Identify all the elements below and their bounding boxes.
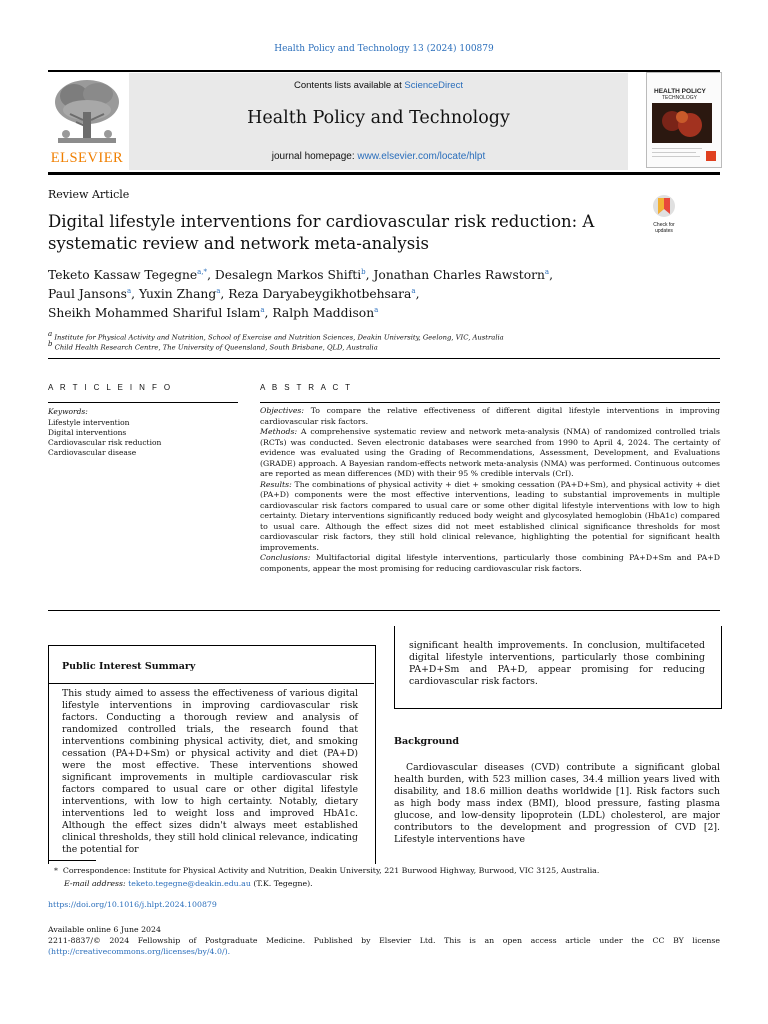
author-separator: , [220, 287, 229, 301]
author-affiliation-mark[interactable]: a [260, 305, 265, 314]
elsevier-tree-logo [52, 76, 122, 148]
abstract-rule [260, 402, 720, 403]
author-name[interactable]: Yuxin Zhang [138, 287, 217, 301]
author-affiliation-mark[interactable]: a [374, 305, 379, 314]
background-heading: Background [394, 736, 459, 747]
background-text: Cardiovascular diseases (CVD) contribute a significant global health burden, with 523 million cases, 34.4 million years lived with disability, and 18.6 million deaths worldwide [1]. Risk factors such as high body mass index (BMI), blood pressure, fasting plasma glucose, and low-density lipoprotein (LDL) cholesterol, are major contributors to the development and progression of CVD [2]. Lifestyle interventions have [394, 762, 720, 845]
journal-homepage-line [129, 151, 628, 162]
author-affiliation-mark[interactable]: a [126, 286, 132, 295]
correspondence-mark: * [54, 866, 58, 875]
public-interest-text: This study aimed to assess the effectiveness of various digital lifestyle interventions in improving cardiovascular risk factors. Conducting a thorough review and analysis of randomized controlled trials, the research found that interventions combining physical activity, diet, and smoking cessation (PA+D+Sm) or physical activity and diet (PA+D) were the most effective. These interventions showed significant improvements in multiple cardiovascular risk factors compared to usual care or other digital lifestyle interventions, with low to high certainty. Notably, dietary interventions led to weight loss and improved HbA1c. Although the effect sizes didn't always meet established clinical thresholds, they still hold clinical relevance, indicating the potential for [62, 688, 358, 855]
article-info-heading: A R T I C L E I N F O [48, 383, 173, 392]
sciencedirect-link[interactable]: ScienceDirect [404, 80, 463, 91]
affiliation-b-text: Child Health Research Centre, The University of Queensland, South Brisbane, QLD, Australia [54, 343, 378, 352]
abstract-body [260, 406, 720, 574]
objectives-text: To compare the relative effectiveness of different digital lifestyle interventions in improving cardiovascular risk factors. [260, 406, 720, 426]
cover-text-line [652, 148, 702, 149]
author-line-3 [48, 304, 648, 323]
footnote-rule [48, 860, 96, 861]
author-separator: , [415, 287, 420, 301]
results-label: Results: [260, 479, 292, 489]
contents-available-line [129, 80, 628, 91]
public-interest-continued-text: significant health improvements. In conclusion, multifaceted digital lifestyle interventions, particularly those combining PA+D+Sm and PA+D, appear promising for reducing cardiovascular risk factors. [409, 640, 705, 687]
author-separator: , [549, 268, 554, 282]
affiliation-b [48, 340, 378, 351]
author-separator: , [131, 287, 139, 301]
cover-title-line2: TECHNOLOGY [662, 95, 698, 101]
affiliation-rule [48, 358, 720, 359]
author-name[interactable]: Teketo Kassaw Tegegne [48, 268, 198, 282]
correspondence-text: Correspondence: Institute for Physical Activity and Nutrition, Deakin University, 221 Burwood Highway, Burwood, VIC 3125, Australia. [62, 866, 600, 875]
author-affiliation-mark[interactable]: a,* [197, 267, 208, 276]
abstract-methods [260, 427, 720, 480]
copyright-notice [48, 936, 720, 957]
header-bottom-rule [48, 172, 720, 175]
check-for-updates-badge[interactable] [645, 194, 683, 234]
keyword-item: Digital interventions [48, 428, 127, 437]
author-list [48, 266, 648, 323]
author-name[interactable]: Desalegn Markos Shifti [214, 268, 362, 282]
running-header[interactable]: Health Policy and Technology 13 (2024) 100879 [274, 44, 494, 54]
doi-link[interactable]: https://doi.org/10.1016/j.hlpt.2024.100879 [48, 900, 217, 909]
keywords-list [48, 418, 161, 458]
objectives-label: Objectives: [260, 406, 305, 415]
author-affiliation-mark[interactable]: a [216, 286, 221, 295]
abstract-bottom-rule [48, 610, 720, 611]
public-interest-title-rule [48, 683, 374, 684]
elsevier-wordmark: ELSEVIER [50, 150, 124, 166]
author-name[interactable]: Ralph Maddison [272, 306, 375, 320]
author-name[interactable]: Paul Jansons [48, 287, 127, 301]
keywords-label: Keywords: [48, 407, 88, 416]
email-link[interactable]: teketo.tegegne@deakin.edu.au [128, 879, 251, 888]
author-name[interactable]: Jonathan Charles Rawstorn [373, 268, 545, 282]
header-top-rule [48, 70, 720, 72]
author-name[interactable]: Sheikh Mohammed Shariful Islam [48, 306, 261, 320]
cover-title-line1: HEALTH POLICY [654, 88, 706, 95]
email-suffix: (T.K. Tegegne). [250, 879, 313, 888]
journal-homepage-link[interactable]: www.elsevier.com/locate/hlpt [357, 151, 486, 162]
keyword-item: Lifestyle intervention [48, 418, 130, 427]
results-text: The combinations of physical activity + diet + smoking cessation (PA+D+Sm), and physical activity + diet (PA+D) components were the most effective interventions, leading to substantial improvements in multiple cardiovascular risk factors compared to usual care or some other digital lifestyle interventions with low to high certainty. Dietary interventions significantly reduced body weight and glycosylated hemoglobin (HbA1c) compared to usual care. Although the effect sizes did not meet established clinical significance thresholds for most cardiovascular risk factors, they still hold clinical relevance, highlighting the potential for significant health improvements. [260, 479, 720, 552]
keyword-item: Cardiovascular disease [48, 448, 137, 457]
journal-title: Health Policy and Technology [247, 108, 510, 128]
available-online: Available online 6 June 2024 [48, 925, 161, 934]
cover-text-line [652, 156, 700, 157]
crossmark-icon [645, 194, 683, 218]
email-label: E-mail address: [64, 879, 126, 888]
cover-badge [706, 151, 716, 161]
methods-label: Methods: [260, 427, 298, 436]
conclusions-text: Multifactorial digital lifestyle interventions, particularly those combining PA+D+Sm and PA+D components, appear the most promising for reducing cardiovascular risk factors. [260, 553, 720, 573]
methods-text: A comprehensive systematic review and network meta-analysis (NMA) of randomized controlled trials (RCTs) was conducted. Seven electronic databases were searched from 1990 to April 4, 2024. The certainty of evidence was evaluated using the Grading of Recommendations, Assessment, Development, and Evaluations (GRADE) approach. A Bayesian random-effects network meta-analysis (NMA) was performed. Continuous outcomes are reported as mean differences (MD) with their 95 % credible intervals (CrI). [260, 427, 720, 478]
cover-image [652, 103, 712, 143]
affiliation-a-text: Institute for Physical Activity and Nutrition, School of Exercise and Nutrition Sciences, Deakin University, Geelong, VIC, Australia [54, 333, 504, 342]
paper-title: Digital lifestyle interventions for cardiovascular risk reduction: A systematic review and network meta-analysis [48, 212, 595, 253]
keyword-item: Cardiovascular risk reduction [48, 438, 162, 447]
article-type: Review Article [48, 188, 130, 201]
license-link[interactable]: (http://creativecommons.org/licenses/by/4.0/). [48, 946, 231, 956]
author-separator: , [264, 306, 273, 320]
affiliation-b-mark: b [48, 340, 53, 348]
public-interest-title: Public Interest Summary [62, 661, 196, 672]
homepage-prefix: journal homepage: [271, 151, 358, 162]
abstract-conclusions [260, 553, 720, 574]
author-separator: , [207, 268, 215, 282]
author-line-2 [48, 285, 648, 304]
author-affiliation-mark[interactable]: b [361, 267, 366, 276]
check-for-updates-label: Check for updates [653, 222, 675, 234]
conclusions-label: Conclusions: [260, 553, 311, 562]
copyright-text: 2211-8837/© 2024 Fellowship of Postgraduate Medicine. Published by Elsevier Ltd. This is an open access article under the CC BY license [48, 936, 720, 945]
author-name[interactable]: Reza Daryabeygikhotbehsara [228, 287, 412, 301]
abstract-results [260, 480, 720, 554]
contents-prefix: Contents lists available at [294, 80, 405, 91]
email-note [64, 879, 313, 888]
author-separator: , [365, 268, 374, 282]
author-line-1 [48, 266, 648, 285]
affiliation-a-mark: a [48, 330, 53, 338]
author-affiliation-mark[interactable]: a [544, 267, 550, 276]
article-info-rule [48, 402, 238, 403]
correspondence-note [54, 866, 599, 875]
cover-text-line [652, 152, 696, 153]
abstract-objectives [260, 406, 720, 427]
abstract-heading: A B S T R A C T [260, 383, 353, 392]
author-affiliation-mark[interactable]: a [411, 286, 416, 295]
